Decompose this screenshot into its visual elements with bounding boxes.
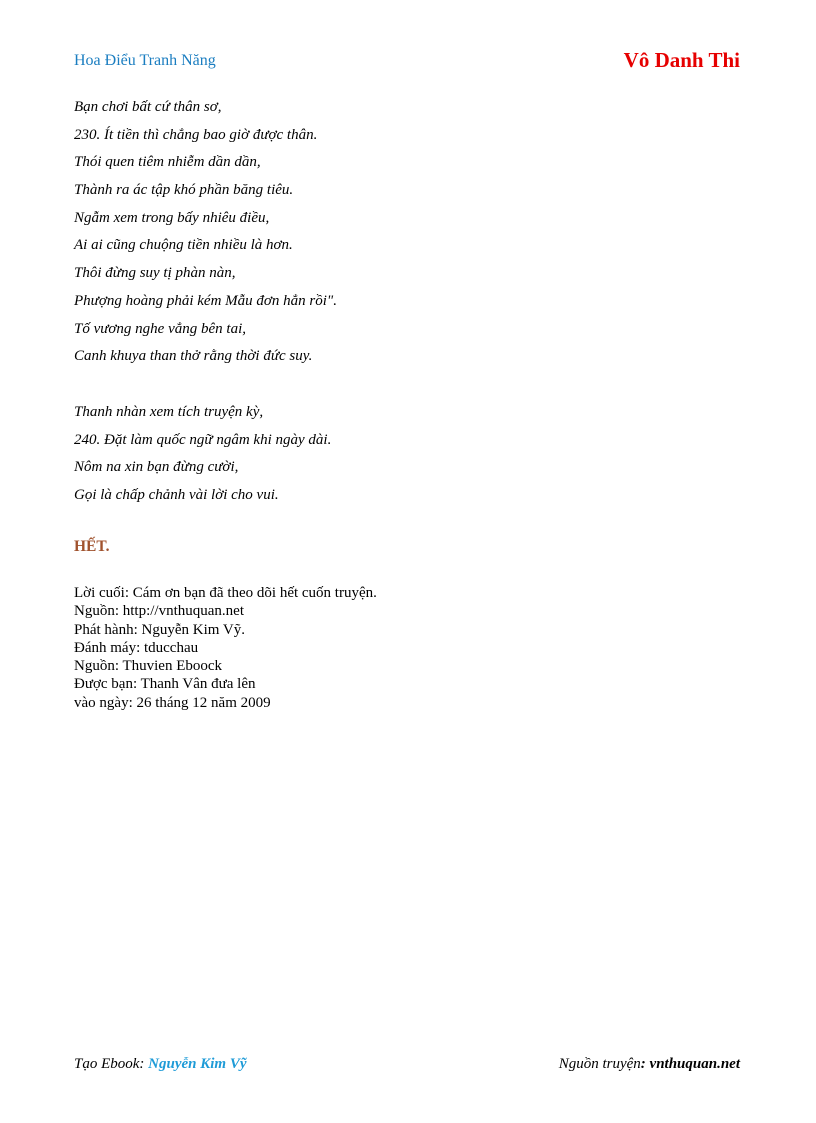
footer-ebook-separator: :: [139, 1056, 149, 1072]
verse-line: 230. Ít tiền thì chẳng bao giờ được thân.: [74, 126, 318, 143]
credit-date: vào ngày: 26 tháng 12 năm 2009: [74, 694, 271, 711]
verse-line: Ai ai cũng chuộng tiền nhiều là hơn.: [74, 237, 293, 254]
verse-line: Thanh nhàn xem tích truyện kỳ,: [74, 403, 264, 420]
footer-source-label: Nguồn truyện: [558, 1056, 641, 1072]
stanza-gap: [74, 371, 734, 399]
verse-line: 240. Đặt làm quốc ngữ ngâm khi ngày dài.: [74, 431, 332, 448]
credit-publisher: Phát hành: Nguyễn Kim Vỹ.: [74, 621, 245, 638]
verse-line: Phượng hoàng phải kém Mẫu đơn hẳn rồi".: [74, 292, 337, 309]
verse-line: Canh khuya than thở rằng thời đức suy.: [74, 348, 313, 365]
verse-line: Thói quen tiêm nhiễm dần dần,: [74, 154, 261, 171]
verse-line: Tố vương nghe vẳng bên tai,: [74, 320, 246, 337]
end-mark: HẾT.: [74, 538, 110, 555]
credit-source-url: Nguồn: http://vnthuquan.net: [74, 603, 244, 620]
credit-uploader: Được bạn: Thanh Vân đưa lên: [74, 676, 256, 693]
credit-source-library: Nguồn: Thuvien Eboock: [74, 658, 223, 675]
credit-typist: Đánh máy: tducchau: [74, 639, 199, 656]
footer-source: [559, 1056, 740, 1073]
verse-line: Thôi đừng suy tị phàn nàn,: [74, 265, 236, 282]
author-name: Vô Danh Thi: [623, 48, 740, 72]
footer-source-site: vnthuquan.net: [649, 1056, 740, 1072]
footer-ebook-maker: Nguyễn Kim Vỹ: [148, 1056, 247, 1072]
footer-ebook-credit: [74, 1056, 247, 1073]
book-title: Hoa Điểu Tranh Năng: [74, 52, 216, 69]
verse-line: Thành ra ác tập khó phần băng tiêu.: [74, 182, 294, 199]
footer-source-separator: :: [640, 1056, 650, 1072]
verse-line: Ngẫm xem trong bấy nhiêu điều,: [74, 209, 270, 226]
verse-line: Nôm na xin bạn đừng cười,: [74, 459, 239, 476]
footer-ebook-label: Tạo Ebook: [74, 1056, 140, 1072]
verse-line: Bạn chơi bất cứ thân sơ,: [74, 99, 222, 115]
credit-closing-note: Lời cuối: Cám ơn bạn đã theo dõi hết cuốn truyện.: [74, 585, 377, 601]
credits-block: [74, 584, 377, 712]
verse-line: Gọi là chấp chảnh vài lời cho vui.: [74, 486, 279, 503]
poem-verses: [74, 94, 734, 510]
